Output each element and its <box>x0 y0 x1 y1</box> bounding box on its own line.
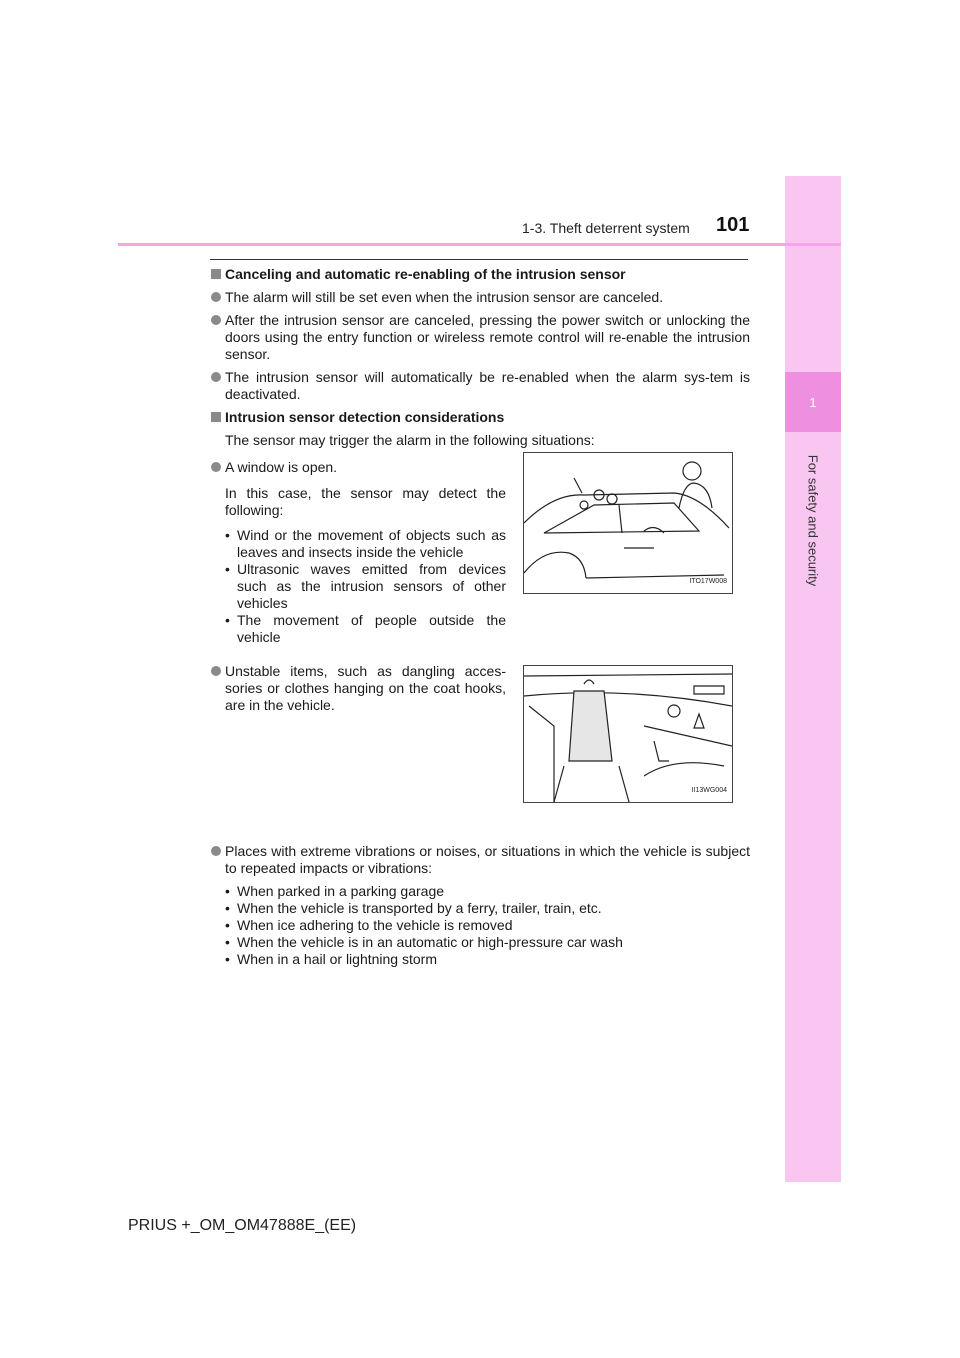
chapter-number: 1 <box>809 394 817 410</box>
document-code: PRIUS +_OM_OM47888E_(EE) <box>128 1217 357 1234</box>
list-item: • When the vehicle is transported by a ferry, trailer, train, etc. <box>225 900 750 917</box>
list-item: • When ice adhering to the vehicle is removed <box>225 917 750 934</box>
section-title: 1-3. Theft deterrent system <box>522 220 690 236</box>
list-item: • When in a hail or lightning storm <box>225 951 750 968</box>
page-number: 101 <box>716 214 750 236</box>
car-window-illustration <box>523 452 733 594</box>
intro-text: The sensor may trigger the alarm in the following situations: <box>225 432 595 448</box>
figure-code: II13WG004 <box>691 787 727 794</box>
coat-hook-illustration <box>523 665 733 803</box>
window-detail: In this case, the sensor may detect the following: <box>225 485 506 518</box>
list-item: • The movement of people outside the vehicle <box>225 612 506 646</box>
list-item: • When the vehicle is in an automatic or high-pressure car wash <box>225 934 750 951</box>
chapter-title: For safety and security <box>805 454 821 586</box>
chapter-title-tab <box>785 440 841 600</box>
unstable-items-block <box>210 663 750 843</box>
car-window-drawing <box>524 453 732 593</box>
list-item: • Ultrasonic waves emitted from devices such as the intrusion sensors of other vehicles <box>225 561 506 612</box>
list-item: The intrusion sensor will automatically be re-enabled when the alarm sys-tem is deactivated. <box>210 369 750 403</box>
list-item: The alarm will still be set even when the intrusion sensor are canceled. <box>210 289 750 306</box>
list-item: Unstable items, such as dangling acces-sories or clothes hanging on the coat hooks, are in the vehicle. <box>210 663 506 714</box>
page-content <box>210 266 750 968</box>
window-open-block <box>210 459 750 663</box>
list-item: • Wind or the movement of objects such as leaves and insects inside the vehicle <box>225 527 506 561</box>
list-item: Places with extreme vibrations or noises, or situations in which the vehicle is subject to repeated impacts or vibrations: <box>210 843 750 877</box>
list-item: • When parked in a parking garage <box>225 883 750 900</box>
side-chapter-tab <box>785 176 841 1182</box>
chapter-number-tab[interactable] <box>785 372 841 432</box>
list-item: A window is open. <box>210 459 506 476</box>
figure-code: ITO17W008 <box>689 578 727 585</box>
heading-detection: Intrusion sensor detection considerations <box>210 409 750 426</box>
header-divider <box>118 243 841 246</box>
content-divider <box>210 259 748 260</box>
list-item: After the intrusion sensor are canceled, pressing the power switch or unlocking the doors using the entry function or wireless remote control will re-enable the intrusion sensor. <box>210 312 750 363</box>
vibration-sublist <box>225 883 750 968</box>
heading-canceling: Canceling and automatic re-enabling of the intrusion sensor <box>210 266 750 283</box>
